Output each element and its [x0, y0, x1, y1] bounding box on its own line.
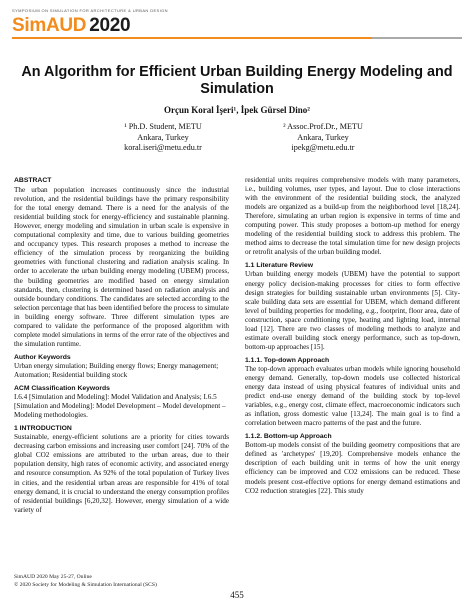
introduction-text: Sustainable, energy-efficient solutions are a priority for cities towards decreasing carbon emissions and increasing user comfort [24]. 70% of the global CO2 emissions are attributed to the urban areas, due to their population density, high rates of economic activity, and associated energy and resource consumption. As 92% of the total population of Turkey lives in cities, and the residential urban areas are responsible for 41% of total energy demand, it is crucial to understand the energy consumption profiles of residential buildings [6,20,32]. However, energy simulation of a wide variety of — [14, 433, 229, 514]
acm-heading: ACM Classification Keywords — [14, 385, 110, 393]
right-column — [245, 176, 460, 496]
logo-year: 2020 — [89, 15, 131, 36]
affiliation-location: Ankara, Turkey — [137, 132, 189, 142]
acm-text: I.6.4 [Simulation and Modeling]: Model Validation and Analysis; I.6.5 [Simulation and Modeling]: Model Development – Model development – Modeling methodologies. — [14, 393, 226, 420]
affiliation-location: Ankara, Turkey — [297, 132, 349, 142]
introduction-continued-text: residential units requires comprehensive models with many parameters, i.e., building volumes, user types, and layout. Due to close interactions with the environment of the residential building stock, the analyzed models are organized as a build-up from the neighborhood level [18,24]. Therefore, simulating an urban region is expensive in terms of time and computing power. This study proposes a bottom-up method for energy modeling of the residential building stock to address this problem. The method aims to decrease the total simulation time for new design projects or retrofit analysis of the urban building model. — [245, 176, 460, 257]
author-list: Orçun Koral İşeri¹, İpek Gürsel Dino² — [164, 105, 310, 115]
simaud-logo — [12, 15, 130, 37]
header-rule-grey — [372, 37, 462, 39]
keywords-text: Urban energy simulation; Building energy flows; Energy management; Automation; Residential building stock — [14, 361, 219, 379]
abstract-text: The urban population increases continuously since the industrial revolution, and the residential buildings have the primary responsibility for the total energy demand. There is a need for the analysis of the residential building stock for energy-efficiency and sustainable planning. However, energy modeling and simulation in urban scale is expensive in computational complexity and time, due to various building geometries and occupancy types. This research proposes a method to increase the efficiency of the simulation process by reorganizing the building geometries with functional clustering and radiation analysis scaling. In order to accelerate the urban building energy modeling (UBEM) process, the building geometries are modified based on energy simulation standards, then, clustering is determined based on radiation analysis and outside boundary conditions. The candidates are selected according to the selection percentage that has been identified before the process to simulate in building energy software. Three different simulation types are compared to validate the performance of the proposed algorithm with complete model simulations in terms of the error rate of the objectives and the simulation runtime. — [14, 186, 229, 348]
left-column — [14, 176, 229, 515]
affiliation-email: ipekg@metu.edu.tr — [291, 143, 355, 152]
paper-title: An Algorithm for Efficient Urban Building Energy Modeling and Simulation — [21, 64, 453, 97]
bottom-up-heading: 1.1.2. Bottom-up Approach — [245, 433, 332, 441]
footer-copyright-line: © 2020 Society for Modeling & Simulation International (SCS) — [14, 581, 157, 588]
top-down-heading: 1.1.1. Top-down Approach — [245, 356, 330, 364]
introduction-heading: 1 INTRODUCTION — [14, 425, 72, 433]
logo-text: SimAUD — [12, 15, 87, 36]
page-number: 455 — [230, 590, 244, 600]
affiliation-1 — [88, 122, 238, 154]
literature-review-text: Urban building energy models (UBEM) have the potential to support energy policy decision-making processes for cities to form effective design strategies for building sustainable urban environments [5]. City-scale building data sets are essential for UBEM, which demand different level of building properties for modeling, e.g., footprint, floor area, date of construction, space conditioning type, heating and lighting load, internal load [12]. There are two classes of modeling methods to analyze and estimate overall building stock energy performance, such as top-down, bottom-up approaches [15]. — [245, 270, 460, 351]
bottom-up-text: Bottom-up models consist of the building geometry compositions that are defined as 'archetypes' [19,20]. Comprehensive models enhance the description of each building unit in terms of how the unit energy efficiency can be improved and CO2 emissions can be reduced. These models present cost-effective options for energy demand estimations and CO2 reduction strategies [22]. This study — [245, 441, 460, 495]
conference-tagline: SYMPOSIUM ON SIMULATION FOR ARCHITECTURE & URBAN DESIGN — [12, 8, 168, 13]
abstract-heading: ABSTRACT — [14, 177, 52, 184]
header-rule-orange — [12, 37, 372, 39]
top-down-text: The top-down approach evaluates urban models while ignoring household energy demand. Generally, top-down models use collected historical energy data instead of using physical features of individual units and predict end-use energy demand of the building stock by top-level variables, e.g., energy cost, climate effect, macroeconomic indicators such as inflation, gross domestic value [13,24]. The main goal is to find a correlation between macro patterns of the past and the future. — [245, 364, 460, 428]
page-footer — [14, 574, 157, 589]
footer-conference-line: SimAUD 2020 May 25-27, Online — [14, 574, 92, 580]
affiliation-role: ¹ Ph.D. Student, METU — [124, 122, 202, 131]
literature-review-heading: 1.1 Literature Review — [245, 262, 313, 270]
affiliation-2 — [248, 122, 398, 154]
affiliation-role: ² Assoc.Prof.Dr., METU — [283, 122, 363, 131]
keywords-heading: Author Keywords — [14, 353, 71, 361]
affiliation-email: koral.iseri@metu.edu.tr — [124, 143, 202, 152]
